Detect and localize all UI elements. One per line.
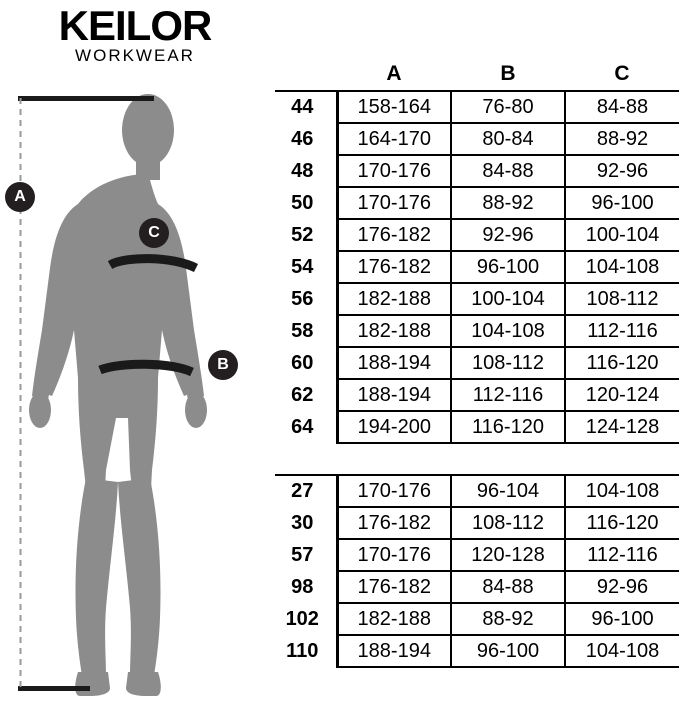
cell-c: 92-96 — [565, 571, 679, 603]
cell-a: 188-194 — [337, 379, 451, 411]
cell-size: 27 — [275, 475, 337, 507]
cell-c: 116-120 — [565, 507, 679, 539]
table-header-row — [275, 56, 679, 91]
size-table-secondary — [275, 474, 679, 668]
cell-a: 188-194 — [337, 347, 451, 379]
table-row — [275, 187, 679, 219]
cell-b: 76-80 — [451, 91, 565, 123]
table-row — [275, 475, 679, 507]
cell-size: 62 — [275, 379, 337, 411]
cell-c: 124-128 — [565, 411, 679, 443]
cell-b: 116-120 — [451, 411, 565, 443]
table-row — [275, 571, 679, 603]
cell-b: 96-100 — [451, 251, 565, 283]
table-row — [275, 251, 679, 283]
cell-size: 102 — [275, 603, 337, 635]
cell-c: 104-108 — [565, 251, 679, 283]
cell-size: 110 — [275, 635, 337, 667]
cell-size: 48 — [275, 155, 337, 187]
table-row — [275, 379, 679, 411]
cell-c: 88-92 — [565, 123, 679, 155]
cell-a: 164-170 — [337, 123, 451, 155]
table-row — [275, 91, 679, 123]
column-header-size — [275, 56, 337, 91]
cell-c: 96-100 — [565, 603, 679, 635]
cell-c: 120-124 — [565, 379, 679, 411]
cell-c: 104-108 — [565, 475, 679, 507]
cell-a: 176-182 — [337, 219, 451, 251]
body-diagram — [0, 78, 272, 703]
cell-size: 52 — [275, 219, 337, 251]
cell-a: 176-182 — [337, 251, 451, 283]
column-header-b: B — [500, 62, 516, 85]
cell-a: 176-182 — [337, 571, 451, 603]
cell-c: 104-108 — [565, 635, 679, 667]
cell-b: 120-128 — [451, 539, 565, 571]
cell-b: 112-116 — [451, 379, 565, 411]
cell-b: 92-96 — [451, 219, 565, 251]
cell-c: 96-100 — [565, 187, 679, 219]
cell-a: 182-188 — [337, 315, 451, 347]
cell-size: 46 — [275, 123, 337, 155]
table-row — [275, 347, 679, 379]
size-tables — [275, 0, 679, 668]
cell-size: 60 — [275, 347, 337, 379]
cell-size: 30 — [275, 507, 337, 539]
table-row — [275, 635, 679, 667]
cell-size: 58 — [275, 315, 337, 347]
cell-b: 96-100 — [451, 635, 565, 667]
table-row — [275, 315, 679, 347]
top-height-line — [18, 96, 154, 101]
size-table-primary — [275, 56, 679, 444]
cell-size: 64 — [275, 411, 337, 443]
cell-a: 182-188 — [337, 283, 451, 315]
bottom-height-line — [18, 686, 90, 691]
table-row — [275, 411, 679, 443]
cell-b: 96-104 — [451, 475, 565, 507]
cell-size: 50 — [275, 187, 337, 219]
table-spacer — [275, 444, 679, 474]
cell-size: 56 — [275, 283, 337, 315]
brand-subtitle: WORKWEAR — [75, 46, 195, 65]
body-silhouette — [29, 94, 207, 696]
cell-c: 112-116 — [565, 539, 679, 571]
column-header-a: A — [386, 62, 402, 85]
marker-c: C — [139, 218, 169, 248]
cell-a: 170-176 — [337, 539, 451, 571]
table-row — [275, 219, 679, 251]
table-row — [275, 603, 679, 635]
cell-c: 92-96 — [565, 155, 679, 187]
table-row — [275, 539, 679, 571]
cell-c: 116-120 — [565, 347, 679, 379]
table-row — [275, 507, 679, 539]
brand-name: KEILOR — [58, 2, 212, 49]
cell-a: 170-176 — [337, 187, 451, 219]
cell-c: 84-88 — [565, 91, 679, 123]
cell-b: 88-92 — [451, 603, 565, 635]
cell-b: 84-88 — [451, 571, 565, 603]
cell-b: 104-108 — [451, 315, 565, 347]
marker-b: B — [208, 350, 238, 380]
table-row — [275, 283, 679, 315]
cell-size: 44 — [275, 91, 337, 123]
cell-b: 108-112 — [451, 507, 565, 539]
cell-a: 170-176 — [337, 475, 451, 507]
cell-b: 84-88 — [451, 155, 565, 187]
brand-block — [0, 0, 270, 66]
marker-a: A — [5, 182, 35, 212]
male-figure-illustration — [0, 78, 272, 703]
cell-b: 80-84 — [451, 123, 565, 155]
cell-size: 57 — [275, 539, 337, 571]
cell-a: 176-182 — [337, 507, 451, 539]
table-row — [275, 155, 679, 187]
cell-size: 98 — [275, 571, 337, 603]
table-row — [275, 123, 679, 155]
cell-b: 108-112 — [451, 347, 565, 379]
cell-a: 188-194 — [337, 635, 451, 667]
cell-c: 100-104 — [565, 219, 679, 251]
cell-size: 54 — [275, 251, 337, 283]
cell-a: 182-188 — [337, 603, 451, 635]
cell-c: 112-116 — [565, 315, 679, 347]
cell-b: 100-104 — [451, 283, 565, 315]
cell-a: 194-200 — [337, 411, 451, 443]
column-header-c: C — [614, 62, 630, 85]
cell-a: 170-176 — [337, 155, 451, 187]
cell-c: 108-112 — [565, 283, 679, 315]
cell-b: 88-92 — [451, 187, 565, 219]
cell-a: 158-164 — [337, 91, 451, 123]
